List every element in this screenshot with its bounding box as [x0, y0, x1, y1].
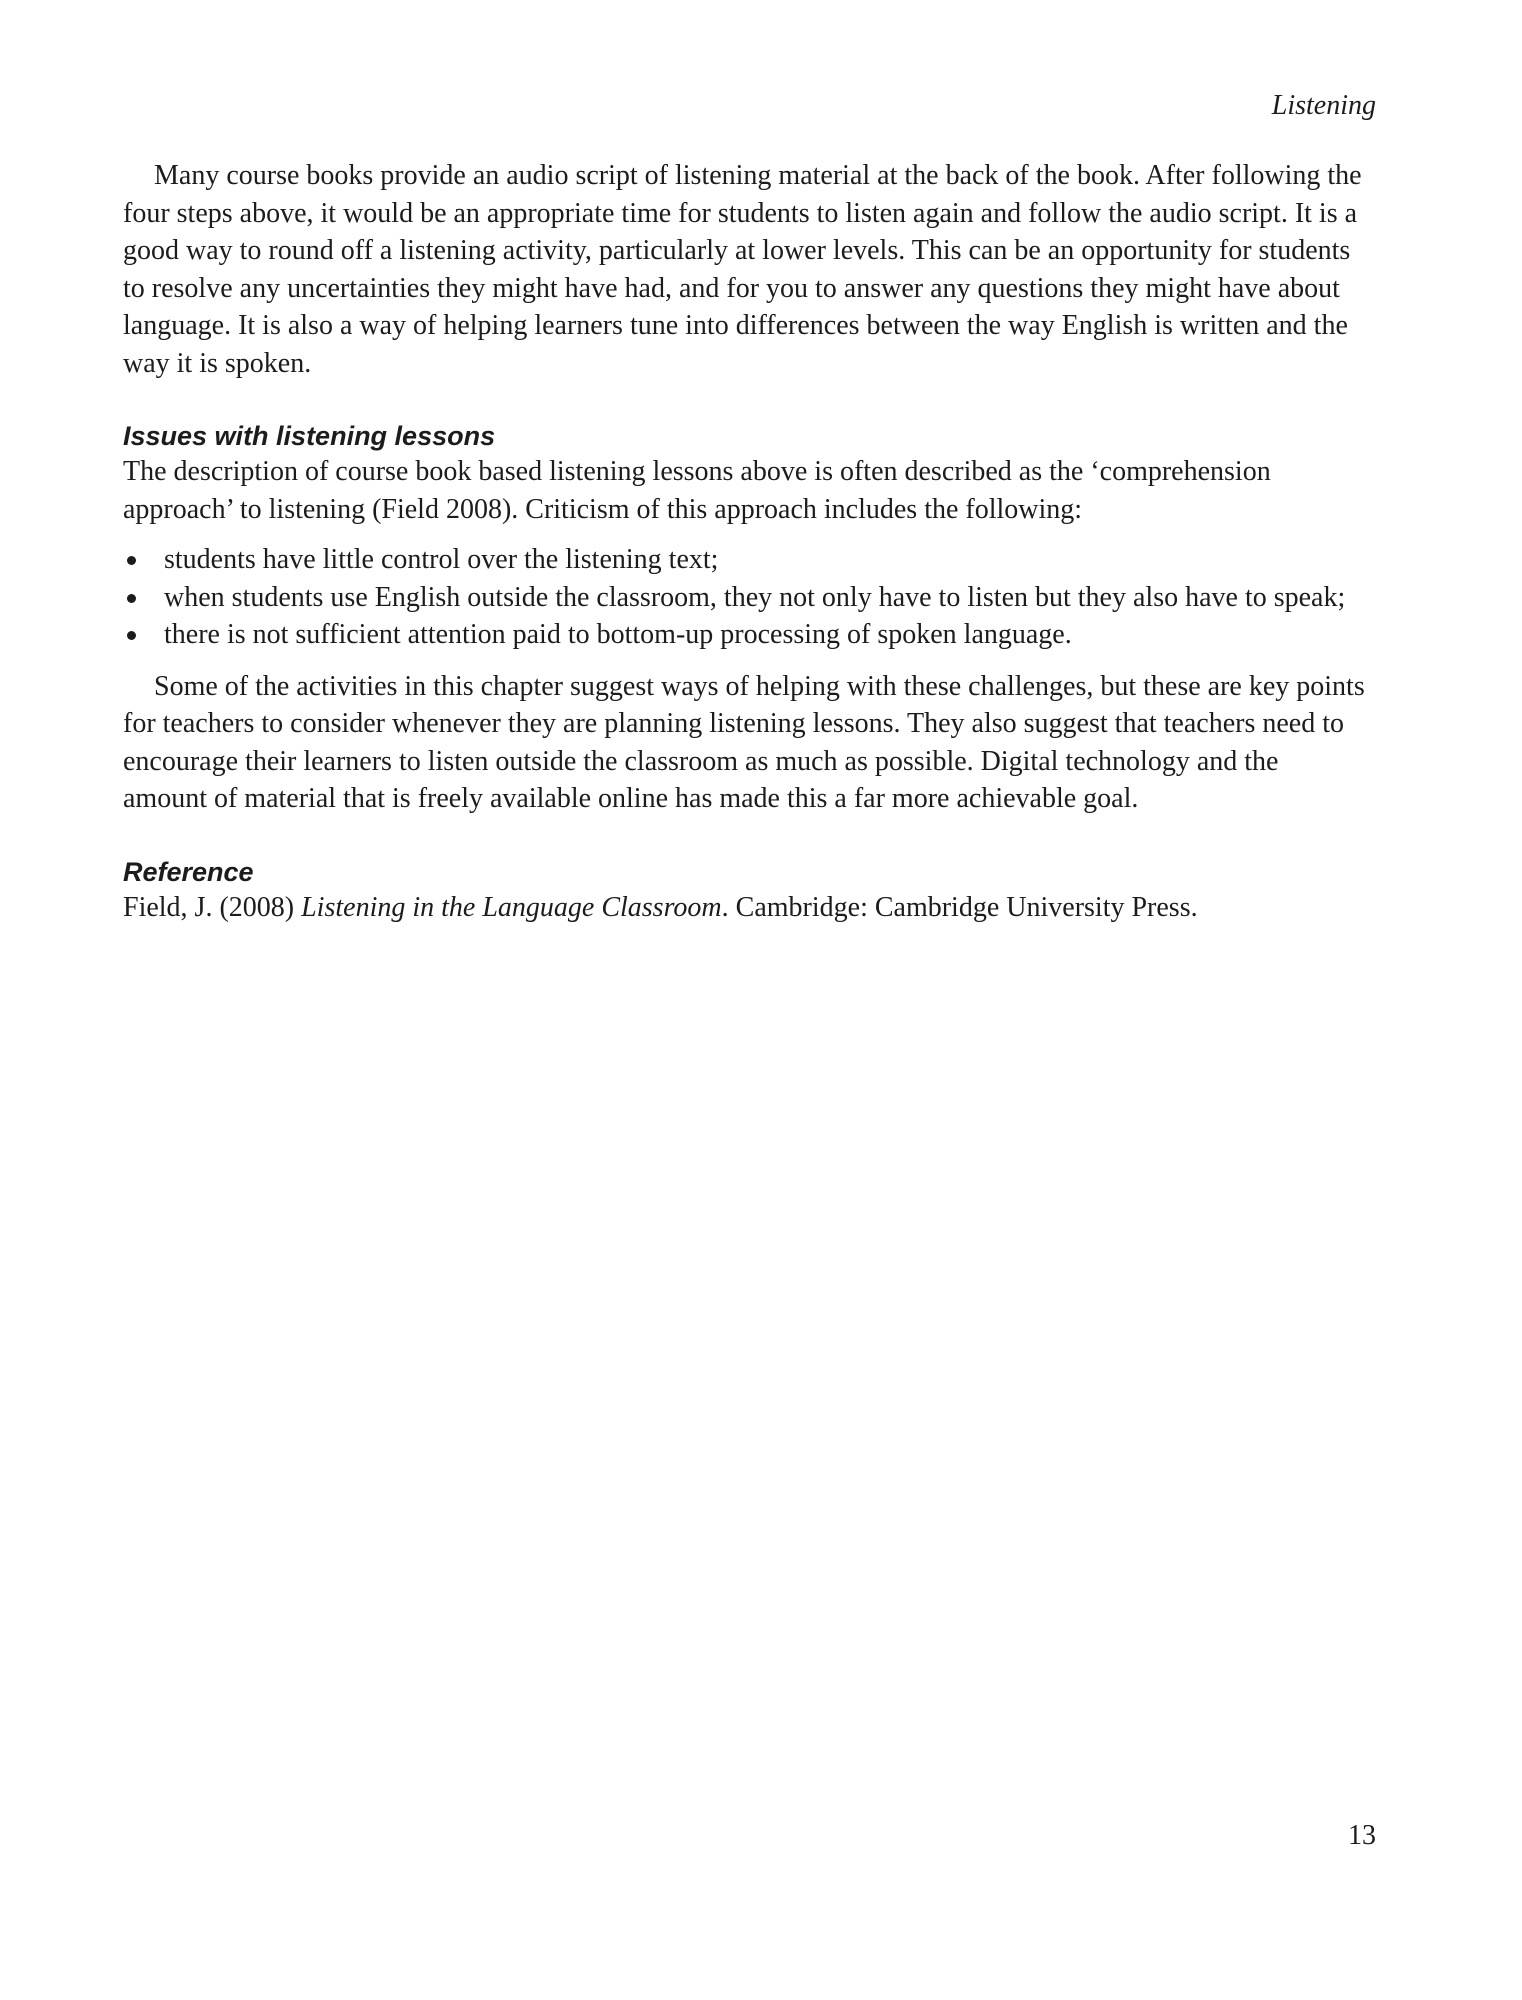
list-item — [123, 616, 1368, 654]
list-item-text: when students use English outside the classroom, they not only have to listen but they also have to speak; — [164, 581, 1346, 613]
reference-entry — [123, 889, 1368, 927]
heading-reference: Reference — [123, 856, 254, 887]
reference-publisher: . Cambridge: Cambridge University Press. — [721, 891, 1198, 923]
page-number: 13 — [1348, 1820, 1376, 1851]
list-item-text: there is not sufficient attention paid to bottom-up processing of spoken language. — [164, 619, 1072, 650]
bullet-icon — [127, 594, 136, 603]
reference-title: Listening in the Language Classroom — [301, 891, 722, 923]
paragraph-challenges: Some of the activities in this chapter suggest ways of helping with these challenges, but these are key points for teachers to consider whenever they are planning listening lessons. They also suggest that teachers need to encourage their learners to listen outside the classroom as much as possible. Digital technology and the amount of material that is freely available online has made this a far more achievable goal. — [123, 670, 1365, 814]
page-body — [123, 157, 1368, 926]
bullet-icon — [127, 631, 136, 640]
list-item-text: students have little control over the listening text; — [164, 544, 719, 575]
heading-issues: Issues with listening lessons — [123, 421, 496, 451]
bullet-icon — [127, 556, 136, 565]
running-head: Listening — [1271, 90, 1376, 121]
reference-author-year: Field, J. (2008) — [123, 891, 302, 923]
list-item — [123, 579, 1368, 617]
paragraph-comprehension-approach: The description of course book based listening lessons above is often described as the ‘comprehension approach’ to listening (Field 2008). Criticism of this approach includes the following: — [123, 456, 1271, 525]
paragraph-audio-script: Many course books provide an audio script of listening material at the back of the book. After following the four steps above, it would be an appropriate time for students to listen again and follow the audio script. It is a good way to round off a listening activity, particularly at lower levels. This can be an opportunity for students to resolve any uncertainties they might have had, and for you to answer any questions they might have about language. It is also a way of helping learners tune into differences between the way English is written and the way it is spoken. — [123, 160, 1362, 379]
criticism-list — [123, 541, 1368, 654]
list-item — [123, 541, 1368, 579]
